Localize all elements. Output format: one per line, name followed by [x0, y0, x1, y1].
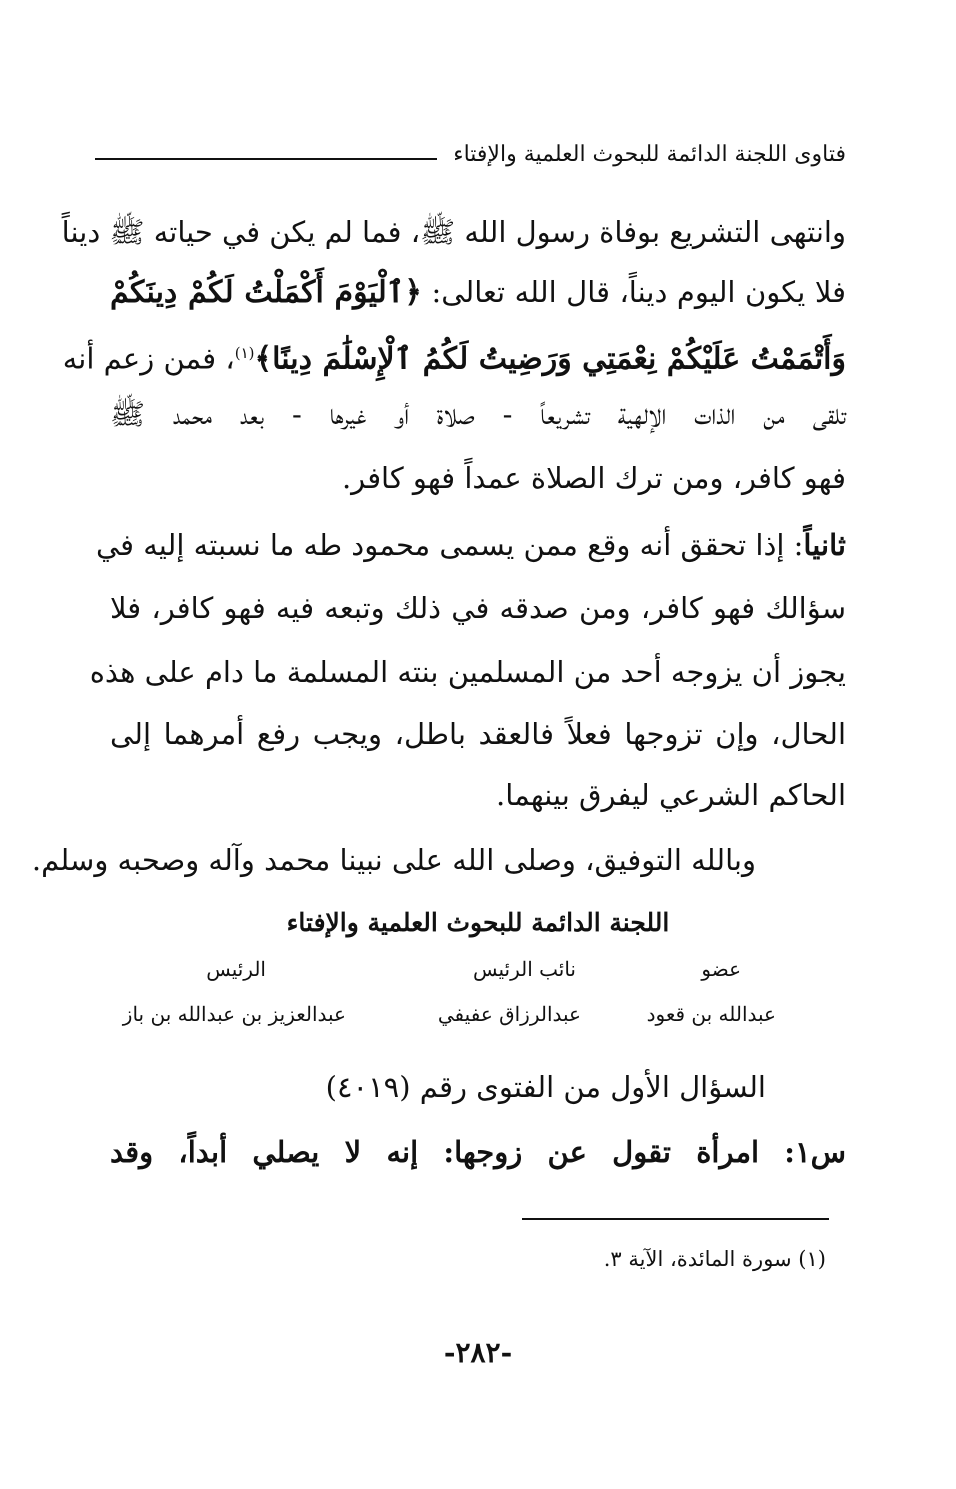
member-name-1: عبدالله بن قعود: [646, 1002, 776, 1026]
paragraph2-line3: يجوز أن يزوجه أحد من المسلمين بنته المسلمة ما دام على هذه: [89, 655, 846, 689]
paragraph2-line4: الحال، وإن تزوجها فعلاً فالعقد باطل، ويجب رفع أمرهما إلى: [110, 717, 846, 751]
member-role-1: عضو: [701, 957, 741, 981]
question-heading: السؤال الأول من الفتوى رقم (٤٠١٩): [325, 1070, 766, 1104]
footnote-reference: (١): [234, 344, 255, 362]
paragraph1-line2: [110, 272, 846, 313]
paragraph1-line4: تلقى من الذات الإلهية تشريعاً - صلاة أو غيرها - بعد محمد ﷺ: [110, 397, 846, 431]
quran-verse-part2: وَأَتْمَمْتُ عَلَيْكُمْ نِعْمَتِي وَرَضِيتُ لَكُمُ ٱلْإِسْلَٰمَ دِينًا﴾: [254, 341, 846, 377]
paragraph2-line2: سؤالك فهو كافر، ومن صدقه في ذلك وتبعه فيه فهو كافر، فلا: [110, 591, 846, 625]
paragraph2-label: ثانياً: [803, 528, 846, 562]
member-role-3: الرئيس: [206, 957, 266, 981]
paragraph2-line1-text: : إذا تحقق أنه وقع ممن يسمى محمود طه ما نسبته إليه في: [95, 528, 804, 562]
paragraph1-line1: وانتهى التشريع بوفاة رسول الله ﷺ، فما لم يكن في حياته ﷺ ديناً: [61, 215, 846, 249]
header-rule: [95, 158, 437, 160]
question-text: س١: امرأة تقول عن زوجها: إنه لا يصلي أبداً، وقد: [110, 1135, 846, 1169]
running-header: فتاوى اللجنة الدائمة للبحوث العلمية والإفتاء: [453, 142, 846, 167]
footnote-rule: [522, 1218, 829, 1220]
member-name-2: عبدالرزاق عفيفي: [437, 1002, 581, 1026]
closing-line: وبالله التوفيق، وصلى الله على نبينا محمد وآله وصحبه وسلم.: [31, 843, 756, 877]
paragraph1-line3: [62, 333, 846, 380]
paragraph2-line1: [95, 525, 846, 565]
paragraph1-line5: فهو كافر، ومن ترك الصلاة عمداً فهو كافر.: [341, 461, 846, 495]
footnote: (١) سورة المائدة، الآية ٣.: [603, 1247, 826, 1271]
page-number: -٢٨٢-: [443, 1336, 513, 1369]
quran-verse-part1: ﴿ٱلْيَوْمَ أَكْمَلْتُ لَكُمْ دِينَكُمْ: [110, 275, 422, 310]
committee-title: اللجنة الدائمة للبحوث العلمية والإفتاء: [286, 908, 670, 937]
member-role-2: نائب الرئيس: [472, 957, 576, 981]
paragraph1-line2-text: فلا يكون اليوم ديناً، قال الله تعالى:: [421, 275, 846, 309]
paragraph2-line5: الحاكم الشرعي ليفرق بينهما.: [496, 778, 846, 812]
paragraph1-line3-text: ، فمن زعم أنه: [62, 341, 235, 376]
member-name-3: عبدالعزيز بن عبدالله بن باز: [122, 1002, 346, 1026]
